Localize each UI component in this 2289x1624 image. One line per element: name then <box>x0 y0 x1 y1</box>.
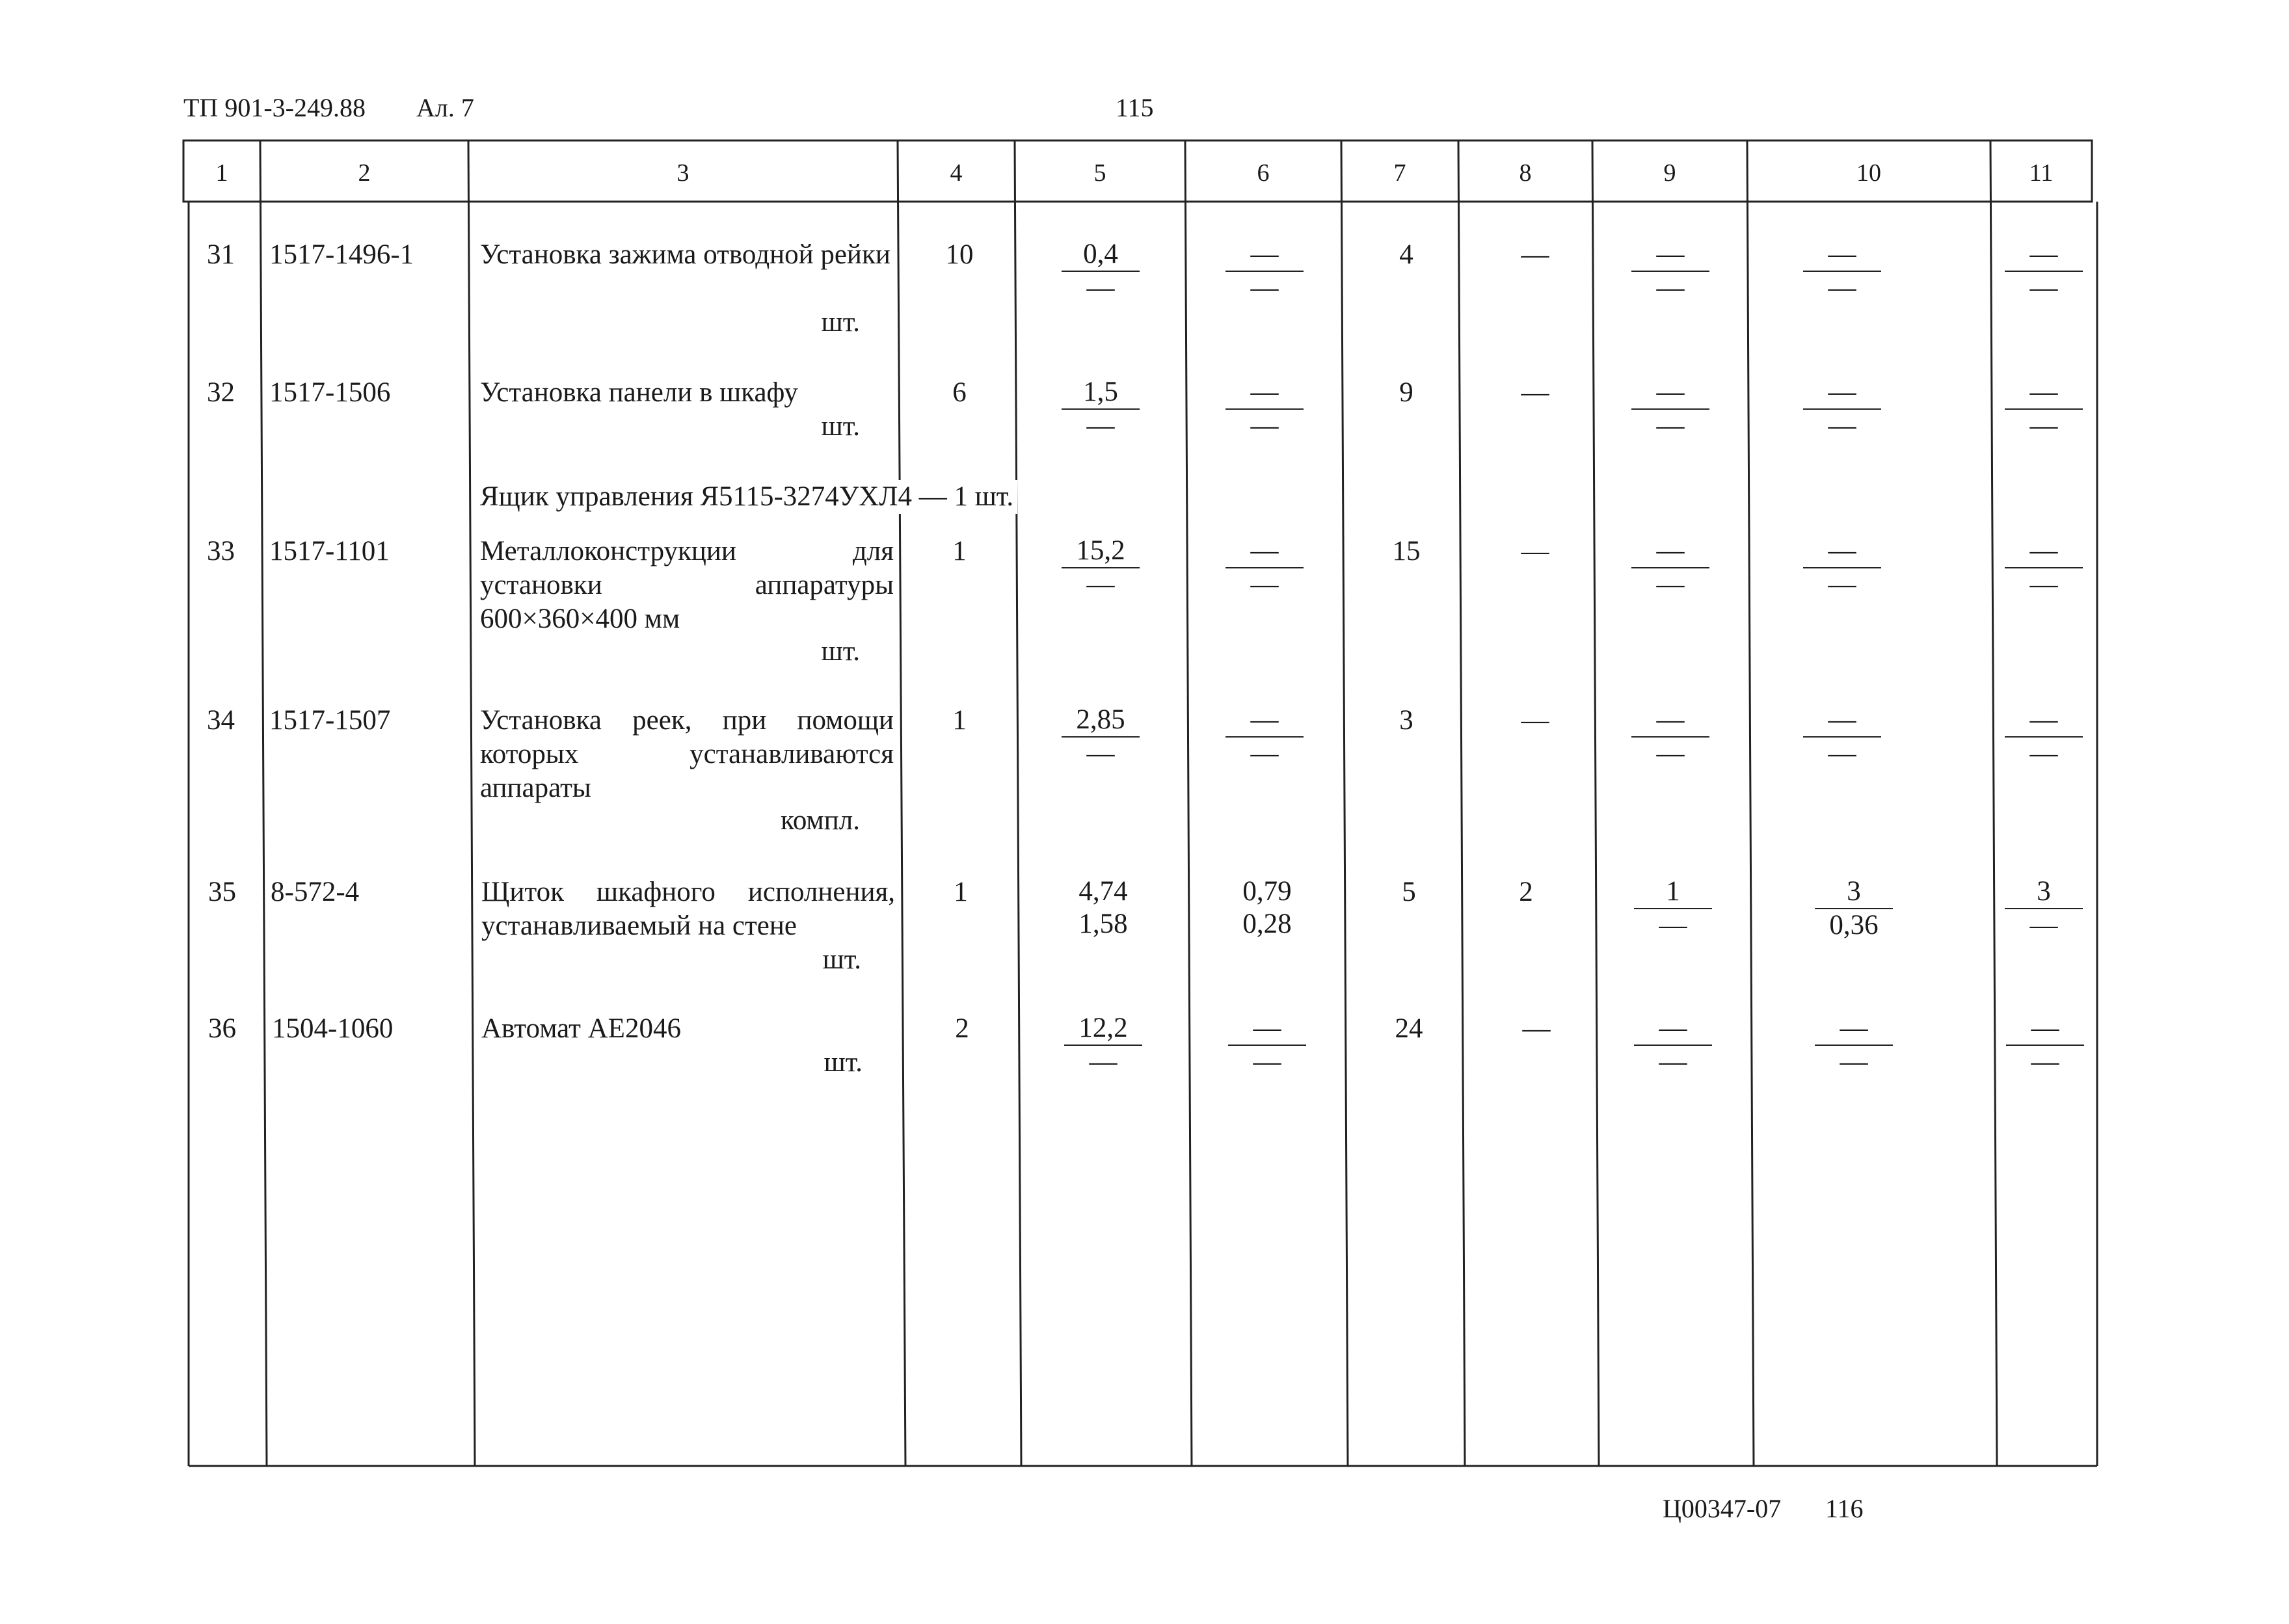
col8-value: — <box>1521 705 1549 736</box>
numerator: — <box>1803 238 1881 272</box>
row-unit: компл. <box>781 805 860 836</box>
denominator: 1,58 <box>1078 909 1128 939</box>
row-quantity: 6 <box>952 377 967 408</box>
row-number: 34 <box>207 705 235 736</box>
denominator: — <box>1828 273 1856 303</box>
col6-value <box>1225 238 1304 304</box>
row-unit: шт. <box>821 636 860 667</box>
denominator: — <box>2031 1046 2059 1077</box>
numerator: — <box>1815 1012 1893 1046</box>
denominator: — <box>1086 569 1115 600</box>
col8-value: 2 <box>1519 877 1533 907</box>
col10-value <box>1803 376 1881 442</box>
col8-value: — <box>1521 377 1549 408</box>
denominator: — <box>1086 738 1115 769</box>
numerator: — <box>1803 376 1881 410</box>
col5-value <box>1062 376 1140 442</box>
col11-value <box>2005 875 2083 942</box>
denominator: — <box>2029 910 2058 940</box>
col9-value <box>1631 535 1709 601</box>
col9-value <box>1631 376 1709 442</box>
col9-value <box>1634 1012 1712 1078</box>
denominator: — <box>2029 273 2058 303</box>
row-description: Установка зажима отводной рейки <box>480 239 890 270</box>
col10-value <box>1803 535 1881 601</box>
album-label: Ал. 7 <box>416 93 474 122</box>
denominator: — <box>1250 738 1279 769</box>
numerator: 12,2 <box>1064 1012 1142 1046</box>
numerator: — <box>1803 704 1881 738</box>
denominator: — <box>1656 738 1685 769</box>
row-code: 1517-1101 <box>269 536 390 566</box>
col9-value <box>1634 875 1712 942</box>
col10-value <box>1815 1012 1893 1078</box>
denominator: — <box>1828 738 1856 769</box>
col10-value <box>1803 704 1881 770</box>
page-number: 115 <box>1116 93 1154 122</box>
denominator: — <box>2029 410 2058 441</box>
row-description: Автомат АЕ2046 <box>481 1013 681 1044</box>
numerator: 2,85 <box>1062 704 1140 738</box>
col6-value <box>1228 875 1306 940</box>
col11-value <box>2005 238 2083 304</box>
column-header: 7 <box>1393 159 1406 187</box>
numerator: — <box>1631 704 1709 738</box>
col11-value <box>2005 376 2083 442</box>
denominator: — <box>1656 569 1685 600</box>
numerator: — <box>1631 376 1709 410</box>
col5-value <box>1062 704 1140 770</box>
numerator: — <box>1225 238 1304 272</box>
denominator: — <box>1253 1046 1281 1077</box>
column-header: 4 <box>950 159 963 187</box>
denominator: — <box>1656 273 1685 303</box>
column-header: 2 <box>358 159 371 187</box>
numerator: — <box>1225 704 1304 738</box>
numerator: 4,74 <box>1078 876 1128 907</box>
row-unit: шт. <box>821 411 860 442</box>
row-code: 1517-1496-1 <box>269 239 414 270</box>
col7-value: 3 <box>1399 705 1413 736</box>
numerator: 3 <box>2005 875 2083 909</box>
numerator: 0,4 <box>1062 238 1140 272</box>
numerator: — <box>2005 376 2083 410</box>
denominator: — <box>2029 738 2058 769</box>
col11-value <box>2006 1012 2084 1078</box>
col6-value <box>1228 1012 1306 1078</box>
col7-value: 15 <box>1392 536 1421 566</box>
col7-value: 5 <box>1402 877 1416 907</box>
numerator: — <box>1634 1012 1712 1046</box>
numerator: — <box>1631 238 1709 272</box>
col6-value <box>1225 704 1304 770</box>
numerator: — <box>2005 535 2083 568</box>
row-number: 36 <box>208 1013 236 1044</box>
row-quantity: 1 <box>952 536 967 566</box>
col5-value <box>1062 238 1140 304</box>
denominator: — <box>1250 410 1279 441</box>
row-unit: шт. <box>821 307 860 338</box>
col6-value <box>1225 535 1304 601</box>
col9-value <box>1631 704 1709 770</box>
numerator: — <box>2006 1012 2084 1046</box>
row-number: 31 <box>207 239 235 270</box>
col5-value <box>1064 1012 1142 1078</box>
denominator: 0,28 <box>1242 909 1292 939</box>
column-header: 10 <box>1856 159 1881 187</box>
column-header: 11 <box>2029 159 2054 187</box>
numerator: — <box>1225 535 1304 568</box>
footer-page: 116 <box>1825 1494 1864 1523</box>
denominator: — <box>1840 1046 1868 1077</box>
row-quantity: 1 <box>954 877 968 907</box>
row-number: 35 <box>208 877 236 907</box>
numerator: 15,2 <box>1062 535 1140 568</box>
row-unit: шт. <box>823 1047 863 1078</box>
column-header: 8 <box>1519 159 1532 187</box>
denominator: — <box>1828 410 1856 441</box>
row-code: 8-572-4 <box>271 877 360 907</box>
denominator: — <box>1086 410 1115 441</box>
col10-value <box>1803 238 1881 304</box>
column-header: 6 <box>1257 159 1270 187</box>
row-quantity: 2 <box>955 1013 969 1044</box>
numerator: 0,79 <box>1242 876 1292 907</box>
denominator: 0,36 <box>1829 910 1879 940</box>
denominator: — <box>1659 910 1687 940</box>
column-header: 3 <box>676 159 689 187</box>
denominator: — <box>1250 273 1279 303</box>
row-code: 1517-1506 <box>269 377 391 408</box>
row-description: Установка панели в шкафу <box>480 377 798 408</box>
col11-value <box>2005 704 2083 770</box>
numerator: 1 <box>1634 875 1712 909</box>
row-quantity: 10 <box>945 239 974 270</box>
column-header: 5 <box>1093 159 1106 187</box>
numerator: 3 <box>1815 875 1893 909</box>
row-description: Установка реек, при помощи которых устанавливаются аппараты <box>480 705 894 803</box>
column-header: 1 <box>215 159 228 187</box>
col7-value: 4 <box>1399 239 1413 270</box>
column-header: 9 <box>1663 159 1676 187</box>
doc-code: ТП 901-3-249.88 <box>183 93 366 122</box>
denominator: — <box>1250 569 1279 600</box>
col8-value: — <box>1522 1013 1551 1044</box>
numerator: — <box>1803 535 1881 568</box>
section-title: Ящик управления Я5115-3274УХЛ4 — 1 шт. <box>480 480 1017 514</box>
row-code: 1517-1507 <box>269 705 391 736</box>
numerator: — <box>1631 535 1709 568</box>
row-number: 33 <box>207 536 235 566</box>
col5-value <box>1064 875 1142 940</box>
numerator: — <box>1225 376 1304 410</box>
row-number: 32 <box>207 377 235 408</box>
col7-value: 24 <box>1395 1013 1423 1044</box>
row-description: Металлоконструкции для установки аппаратуры 600×360×400 мм <box>480 536 894 634</box>
numerator: — <box>1228 1012 1306 1046</box>
row-code: 1504-1060 <box>272 1013 394 1044</box>
footer-code: Ц00347-07 <box>1663 1494 1782 1523</box>
numerator: — <box>2005 238 2083 272</box>
row-description: Щиток шкафного исполнения, устанавливаемый на стене <box>481 877 895 941</box>
numerator: — <box>2005 704 2083 738</box>
col8-value: — <box>1521 239 1549 270</box>
denominator: — <box>1828 569 1856 600</box>
col5-value <box>1062 535 1140 601</box>
col11-value <box>2005 535 2083 601</box>
denominator: — <box>1086 273 1115 303</box>
col10-value <box>1815 875 1893 942</box>
denominator: — <box>1659 1046 1687 1077</box>
numerator: 1,5 <box>1062 376 1140 410</box>
col6-value <box>1225 376 1304 442</box>
denominator: — <box>1089 1046 1118 1077</box>
col7-value: 9 <box>1399 377 1413 408</box>
col9-value <box>1631 238 1709 304</box>
col8-value: — <box>1521 536 1549 566</box>
denominator: — <box>1656 410 1685 441</box>
denominator: — <box>2029 569 2058 600</box>
row-quantity: 1 <box>952 705 967 736</box>
row-unit: шт. <box>822 944 861 975</box>
